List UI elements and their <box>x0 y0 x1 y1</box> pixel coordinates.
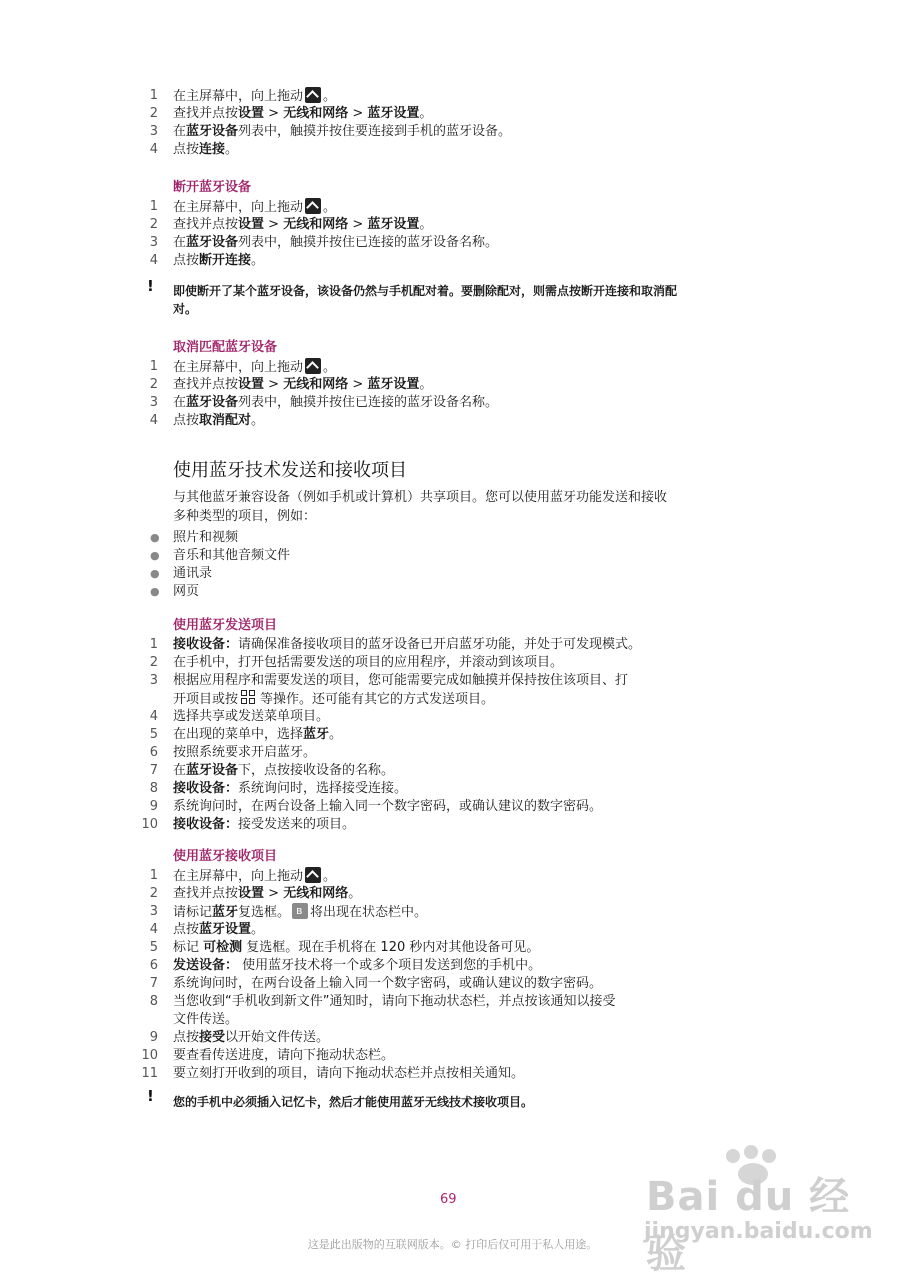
step-row: 8 当您收到“手机收到新文件”通知时，请向下拖动状态栏，并点按该通知以接受 <box>149 994 616 1009</box>
item-types-list <box>0 529 905 601</box>
section-heading: 取消匹配蓝牙设备 <box>173 340 278 355</box>
step-row: 4 选择共享或发送菜单项目。 <box>149 709 330 724</box>
step-row: 1 在主屏幕中，向上拖动 。 <box>149 359 337 375</box>
watermark-url: jingyan.baidu.com <box>644 1219 873 1244</box>
watermark-logo: Bai du 经验 <box>646 1174 851 1277</box>
step-row: 8 接收设备：系统询问时，选择接受连接。 <box>149 781 408 796</box>
step-row: 7 系统询问时，在两台设备上输入同一个数字密码，或确认建议的数字密码。 <box>149 976 603 991</box>
step-row: 10 要查看传送进度，请向下拖动状态栏。 <box>141 1048 395 1063</box>
step-row: 10 接收设备：接受发送来的项目。 <box>141 817 356 832</box>
step-row: 6 发送设备： 使用蓝牙技术将一个或多个项目发送到您的手机中。 <box>149 958 542 973</box>
grid-menu-icon <box>241 690 257 706</box>
list-item: ● 网页 <box>150 584 200 599</box>
bluetooth-icon <box>292 903 308 919</box>
step-row: 11 要立刻打开收到的项目，请向下拖动状态栏并点按相关通知。 <box>141 1066 525 1081</box>
copyright-footer: 这是此出版物的互联网版本。© 打印后仅可用于私人用途。 <box>307 1238 598 1251</box>
step-row-continued: 文件传送。 <box>173 1012 239 1027</box>
disconnect-steps <box>0 198 905 270</box>
up-chevron-icon <box>305 198 321 214</box>
list-item: ● 照片和视频 <box>150 530 239 545</box>
step-row: 2 在手机中，打开包括需要发送的项目的应用程序，并滚动到该项目。 <box>149 655 564 670</box>
step-row: 4 点按取消配对。 <box>149 413 265 428</box>
step-row: 2 查找并点按设置 > 无线和网络 > 蓝牙设置。 <box>149 106 433 121</box>
step-row: 4 点按蓝牙设置。 <box>149 922 265 937</box>
exclamation-icon: ! <box>147 1087 154 1105</box>
step-row: 1 接收设备：请确保准备接收项目的蓝牙设备已开启蓝牙功能，并处于可发现模式。 <box>149 637 642 652</box>
step-row: 3 根据应用程序和需要发送的项目，您可能需要完成如触摸并保持按住该项目、打 <box>149 673 629 688</box>
step-row: 7 在蓝牙设备下，点按接收设备的名称。 <box>149 763 395 778</box>
step-row: 5 标记 可检测 复选框。现在手机将在 120 秒内对其他设备可见。 <box>149 940 540 955</box>
step-row: 9 点按接受以开始文件传送。 <box>149 1030 330 1045</box>
step-row: 3 在蓝牙设备列表中，触摸并按住已连接的蓝牙设备名称。 <box>149 235 499 250</box>
up-chevron-icon <box>305 87 321 103</box>
page-number: 69 <box>440 1192 457 1207</box>
step-row: 4 点按断开连接。 <box>149 253 265 268</box>
intro-paragraph: 与其他蓝牙兼容设备（例如手机或计算机）共享项目。您可以使用蓝牙功能发送和接收 多种类型的项目，例如： <box>173 490 668 524</box>
step-row-continued: 开项目或按 等操作。还可能有其它的方式发送项目。 <box>173 692 495 707</box>
unpair-steps <box>0 358 905 430</box>
up-chevron-icon <box>305 867 321 883</box>
step-row: 6 按照系统要求开启蓝牙。 <box>149 745 317 760</box>
step-row: 3 在蓝牙设备列表中，触摸并按住已连接的蓝牙设备名称。 <box>149 395 499 410</box>
step-row: 1 在主屏幕中，向上拖动 。 <box>149 868 337 884</box>
section-heading: 使用蓝牙接收项目 <box>173 849 278 864</box>
section-heading: 使用蓝牙发送项目 <box>173 618 278 633</box>
step-row: 2 查找并点按设置 > 无线和网络 > 蓝牙设置。 <box>149 377 433 392</box>
send-steps <box>0 636 905 834</box>
step-row: 9 系统询问时，在两台设备上输入同一个数字密码，或确认建议的数字密码。 <box>149 799 603 814</box>
step-row: 2 查找并点按设置 > 无线和网络。 <box>149 886 362 901</box>
note-text: 您的手机中必须插入记忆卡，然后才能使用蓝牙无线技术接收项目。 <box>173 1095 534 1109</box>
step-row: 3 请标记蓝牙复选框。ʙ 将出现在状态栏中。 <box>0 903 905 921</box>
step-row: 1 在主屏幕中，向上拖动 。 <box>149 199 337 215</box>
section-heading: 断开蓝牙设备 <box>173 180 252 195</box>
up-chevron-icon <box>305 358 321 374</box>
note-text: 即使断开了某个蓝牙设备，该设备仍然与手机配对着。要删除配对，则需点按断开连接和取消配 对。 <box>173 284 678 316</box>
connect-steps <box>0 87 905 159</box>
exclamation-icon: ! <box>147 277 154 295</box>
step-row: 2 查找并点按设置 > 无线和网络 > 蓝牙设置。 <box>149 217 433 232</box>
list-item: ● 通讯录 <box>150 566 213 581</box>
list-item: ● 音乐和其他音频文件 <box>150 548 291 563</box>
step-row: 5 在出现的菜单中，选择蓝牙。 <box>149 727 343 742</box>
step-row: 3 在蓝牙设备列表中，触摸并按住要连接到手机的蓝牙设备。 <box>149 124 512 139</box>
step-row: 4 点按连接。 <box>149 142 239 157</box>
section-title: 使用蓝牙技术发送和接收项目 <box>173 460 407 481</box>
step-row: 1 在主屏幕中，向上拖动 。 <box>149 88 337 104</box>
receive-steps <box>0 867 905 1083</box>
